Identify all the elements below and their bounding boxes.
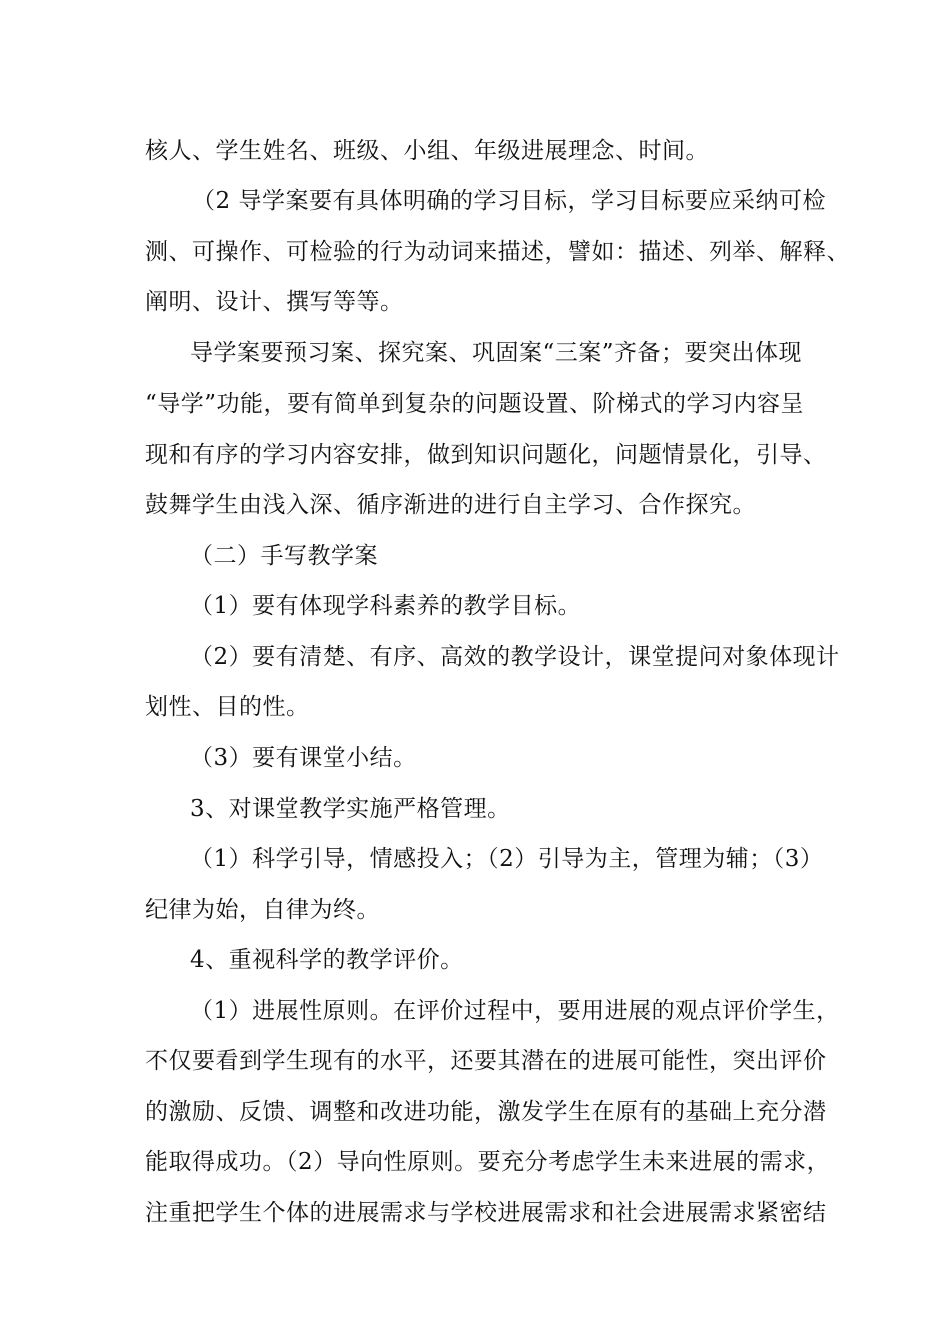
text-line: 的激励、反馈、调整和改进功能，激发学生在原有的基础上充分潜	[145, 1099, 827, 1125]
text-line: 阐明、设计、撰写等等。	[145, 289, 404, 315]
text-line: （1）进展性原则。在评价过程中，要用进展的观点评价学生，	[190, 998, 840, 1024]
text-line: 纪律为始，自律为终。	[145, 897, 380, 923]
text-line: （2）要有清楚、有序、高效的教学设计，课堂提问对象体现计	[190, 644, 840, 670]
text-line: 划性、目的性。	[145, 694, 310, 720]
text-line: “导学”功能，要有简单到复杂的问题设置、阶梯式的学习内容呈	[145, 391, 805, 417]
section-heading: 3、对课堂教学实施严格管理。	[190, 796, 511, 822]
text-line: （1）要有体现学科素养的教学目标。	[190, 593, 582, 619]
text-line: （2 导学案要有具体明确的学习目标，学习目标要应采纳可检	[192, 188, 826, 214]
text-line: 现和有序的学习内容安排，做到知识问题化，问题情景化，引导、	[145, 442, 827, 468]
text-line: 测、可操作、可检验的行为动词来描述，譬如：描述、列举、解释、	[145, 239, 850, 265]
section-heading: 4、重视科学的教学评价。	[190, 947, 464, 973]
text-line: （3）要有课堂小结。	[190, 745, 417, 771]
text-line: 核人、学生姓名、班级、小组、年级进展理念、时间。	[145, 138, 709, 164]
section-heading: （二）手写教学案	[190, 543, 378, 569]
text-line: 鼓舞学生由浅入深、循序渐进的进行自主学习、合作探究。	[145, 492, 756, 518]
text-line: 能取得成功。（2）导向性原则。要充分考虑学生未来进展的需求，	[145, 1149, 831, 1175]
text-line: （1）科学引导，情感投入；（2）引导为主，管理为辅；（3）	[190, 846, 824, 872]
text-line: 导学案要预习案、探究案、巩固案“三案”齐备；要突出体现	[190, 340, 803, 366]
text-line: 注重把学生个体的进展需求与学校进展需求和社会进展需求紧密结	[145, 1200, 827, 1226]
text-line: 不仅要看到学生现有的水平，还要其潜在的进展可能性，突出评价	[145, 1048, 827, 1074]
